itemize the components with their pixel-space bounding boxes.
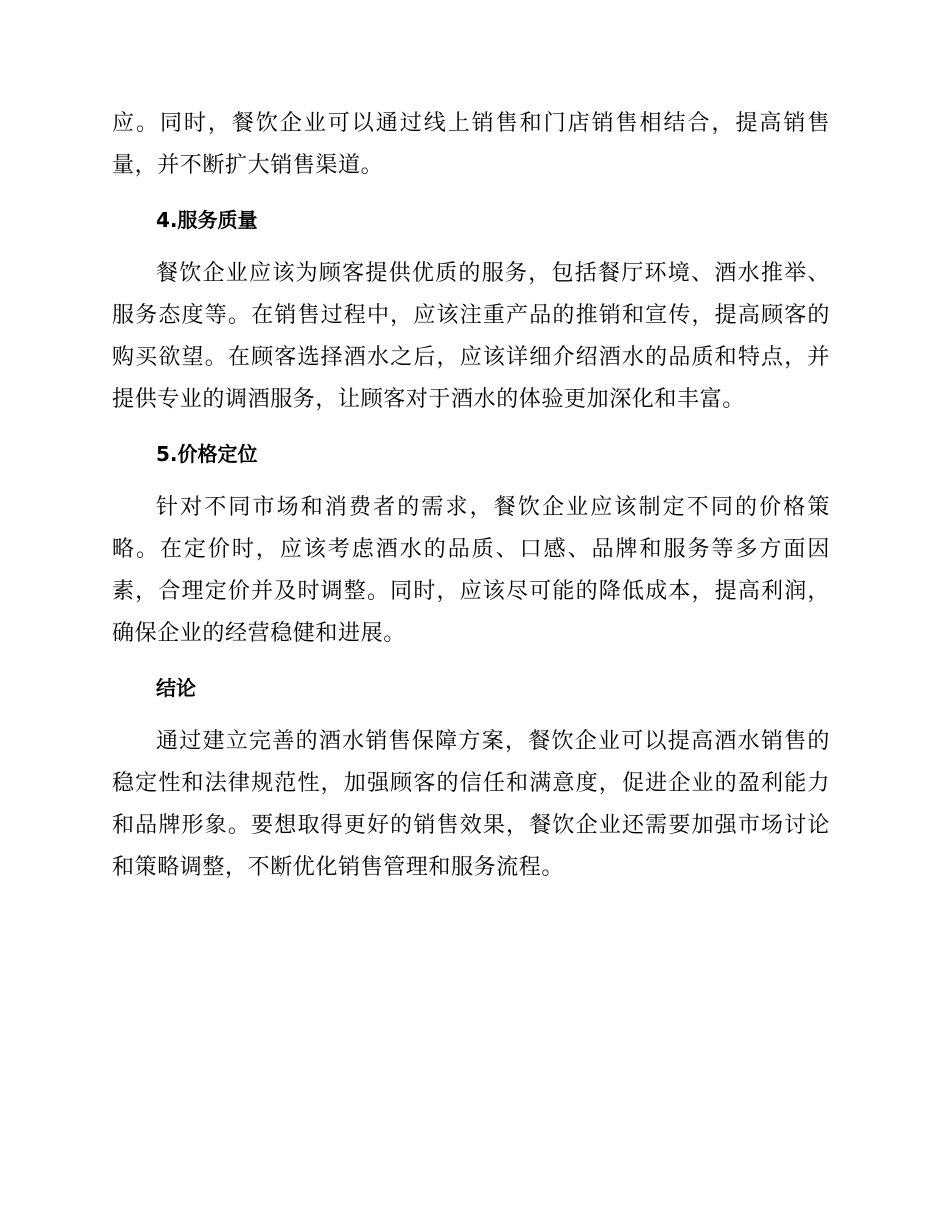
section-heading-service-quality: 4.服务质量 bbox=[156, 208, 258, 232]
section-heading-conclusion: 结论 bbox=[156, 676, 196, 700]
section-heading-price-positioning: 5.价格定位 bbox=[156, 442, 258, 466]
intro-paragraph: 应。同时，餐饮企业可以通过线上销售和门店销售相结合，提高销售量，并不断扩大销售渠道。 bbox=[112, 111, 830, 178]
section-body-service-quality: 餐饮企业应该为顾客提供优质的服务，包括餐厅环境、酒水推举、服务态度等。在销售过程中，应该注重产品的推销和宣传，提高顾客的购买欲望。在顾客选择酒水之后，应该详细介绍酒水的品质和特点，并提供专业的调酒服务，让顾客对于酒水的体验更加深化和丰富。 bbox=[112, 261, 830, 412]
section-body-price-positioning: 针对不同市场和消费者的需求，餐饮企业应该制定不同的价格策略。在定价时，应该考虑酒水的品质、口感、品牌和服务等多方面因素，合理定价并及时调整。同时，应该尽可能的降低成本，提高利润，确保企业的经营稳健和进展。 bbox=[112, 495, 830, 646]
section-body-conclusion: 通过建立完善的酒水销售保障方案，餐饮企业可以提高酒水销售的稳定性和法律规范性，加强顾客的信任和满意度，促进企业的盈利能力和品牌形象。要想取得更好的销售效果，餐饮企业还需要加强市场讨论和策略调整，不断优化销售管理和服务流程。 bbox=[112, 729, 830, 880]
document-page bbox=[112, 103, 830, 889]
